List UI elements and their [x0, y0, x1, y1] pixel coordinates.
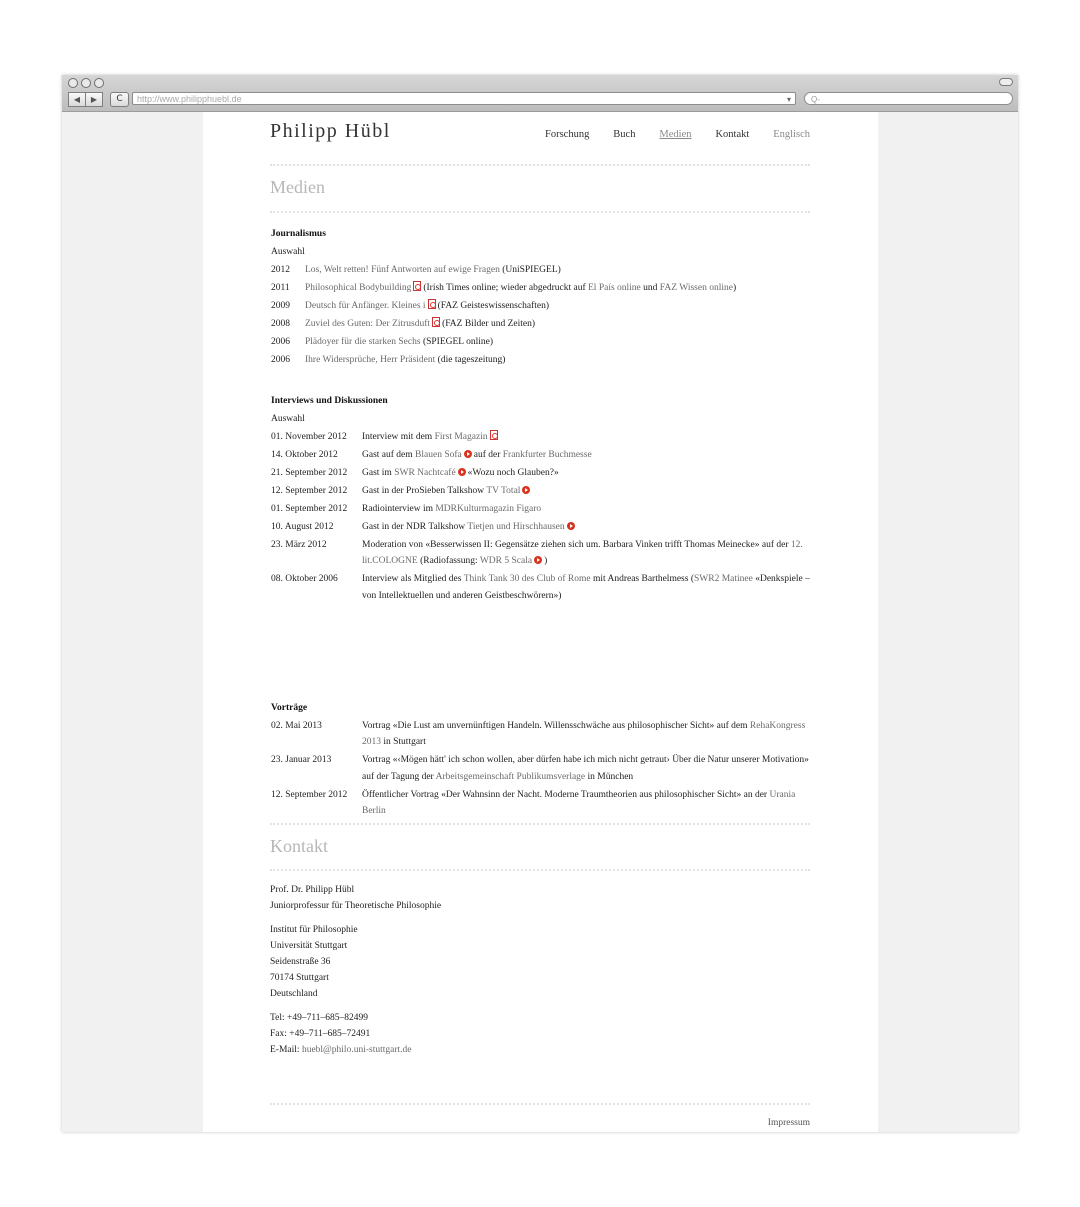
- reload-icon[interactable]: C: [110, 92, 129, 107]
- list-item: [271, 279, 811, 297]
- section-subheading: Auswahl: [271, 414, 305, 424]
- year: 2011: [271, 283, 290, 293]
- year: 2012: [271, 265, 290, 275]
- kontakt-title: Kontakt: [270, 836, 328, 856]
- section-heading: Journalismus: [271, 229, 326, 239]
- list-item: [271, 297, 811, 315]
- event-link[interactable]: RehaKongress 2013: [362, 720, 806, 748]
- site-title[interactable]: Philipp Hübl: [270, 120, 391, 142]
- year: 2006: [271, 337, 290, 347]
- media-link[interactable]: TV Total: [486, 486, 521, 496]
- medien-title: Medien: [270, 177, 325, 197]
- contact-position: Juniorprofessur für Theoretische Philosophie: [270, 901, 442, 911]
- nav-buch[interactable]: Buch: [613, 129, 636, 140]
- divider: [270, 211, 810, 213]
- article-link[interactable]: FAZ Wissen online: [659, 283, 733, 293]
- entry-text: Gast im: [362, 468, 392, 478]
- media-link[interactable]: Frankfurter Buchmesse: [502, 450, 592, 460]
- media-link[interactable]: Blauen Sofa: [415, 450, 462, 460]
- contact-name: Prof. Dr. Philipp Hübl: [270, 885, 355, 895]
- contact-email-row: [270, 1042, 810, 1058]
- play-icon[interactable]: [464, 450, 472, 458]
- entry-text: Moderation von «Besserwissen II: Gegensätze ziehen sich um. Barbara Vinken trifft Thomas Meinecke» auf der: [362, 539, 789, 550]
- source: (SPIEGEL online): [422, 337, 494, 347]
- media-link[interactable]: Think Tank 30 des Club of Rome: [463, 574, 591, 585]
- source: (die tageszeitung): [437, 355, 506, 365]
- entry-text: Interview mit dem: [362, 432, 433, 442]
- media-link[interactable]: WDR 5 Scala: [479, 556, 533, 567]
- nav-forschung[interactable]: Forschung: [545, 129, 590, 140]
- play-icon[interactable]: [522, 486, 530, 494]
- date: 14. Oktober 2012: [271, 450, 338, 460]
- entry-text: auf der: [473, 450, 501, 460]
- journalismus-section: [271, 225, 811, 369]
- list-item: [271, 500, 811, 518]
- email-label: E-Mail:: [270, 1045, 300, 1055]
- closing-text: ): [732, 283, 737, 293]
- section-heading: Vorträge: [271, 703, 308, 713]
- entry-text: Vortrag «‹Mögen hätt' ich schon wollen, aber dürfen habe ich mich nicht getraut› Über die Natur unserer Motivation» auf der Tagung der: [362, 755, 809, 782]
- event-link[interactable]: Urania Berlin: [362, 789, 796, 817]
- list-item: [271, 536, 811, 571]
- list-item: [271, 482, 811, 500]
- page-content: [203, 112, 878, 1132]
- contact-fax: Fax: +49–711–685–72491: [270, 1029, 371, 1039]
- media-link[interactable]: SWR2 Matinee: [694, 574, 753, 585]
- entry-text: mit Andreas Barthelmess (: [592, 574, 694, 585]
- article-link[interactable]: Zuviel des Guten: Der Zitrusduft: [305, 319, 431, 329]
- date: 01. September 2012: [271, 504, 348, 514]
- source: (FAZ Bilder und Zeiten): [442, 319, 536, 329]
- list-item: [271, 351, 811, 369]
- entry-text: Gast in der ProSieben Talkshow: [362, 486, 485, 496]
- pdf-icon[interactable]: [428, 299, 436, 309]
- date: 21. September 2012: [271, 468, 348, 478]
- nav-englisch[interactable]: Englisch: [773, 129, 810, 140]
- date: 02. Mai 2013: [271, 720, 322, 731]
- list-item: [271, 464, 811, 482]
- list-item: [271, 261, 811, 279]
- nav-kontakt[interactable]: Kontakt: [715, 129, 750, 140]
- entry-text: Gast auf dem: [362, 450, 413, 460]
- address-text: http://www.philipphuebl.de: [137, 94, 242, 104]
- year: 2008: [271, 319, 290, 329]
- entry-text: «Wozu noch Glauben?»: [467, 468, 559, 478]
- divider: [270, 164, 810, 166]
- address-dropdown-icon[interactable]: ▾: [786, 95, 791, 104]
- article-link[interactable]: Los, Welt retten! Fünf Antworten auf ewige Fragen: [305, 265, 500, 275]
- media-link[interactable]: MDRKulturmagazin Figaro: [435, 504, 542, 514]
- vortraege-section: [271, 699, 811, 821]
- pdf-icon[interactable]: [413, 281, 421, 291]
- address-line: 70174 Stuttgart: [270, 973, 329, 983]
- article-link[interactable]: Plädoyer für die starken Sechs: [305, 337, 421, 347]
- interviews-section: [271, 392, 811, 605]
- section-heading: Interviews und Diskussionen: [271, 396, 388, 406]
- contact-block: [270, 882, 810, 1058]
- article-link[interactable]: Philosophical Bodybuilding: [305, 283, 412, 293]
- divider: [270, 1103, 810, 1105]
- minimize-window-button[interactable]: [81, 78, 91, 88]
- date: 23. März 2012: [271, 539, 327, 550]
- entry-text: «Denkspiele – von Intellektuellen und anderen Geistbeschwörern»): [362, 574, 810, 601]
- entry-text: Interview als Mitglied des: [362, 574, 462, 585]
- play-icon[interactable]: [458, 468, 466, 476]
- nav-medien[interactable]: Medien: [659, 129, 692, 140]
- address-line: Seidenstraße 36: [270, 957, 331, 967]
- impressum-link[interactable]: Impressum: [767, 1118, 810, 1128]
- article-link[interactable]: Deutsch für Anfänger. Kleines i: [305, 301, 426, 311]
- pdf-icon[interactable]: [432, 317, 440, 327]
- entry-text: (Radiofassung:: [420, 556, 478, 567]
- address-line: Deutschland: [270, 989, 318, 999]
- media-link[interactable]: 12. lit.COLOGNE: [362, 539, 803, 567]
- year: 2006: [271, 355, 290, 365]
- entry-text: Radiointerview im: [362, 504, 433, 514]
- main-nav: [545, 129, 810, 140]
- date: 10. August 2012: [271, 522, 334, 532]
- divider: [270, 823, 810, 825]
- history-buttons: [68, 92, 103, 107]
- date: 12. September 2012: [271, 486, 348, 496]
- address-line: Institut für Philosophie: [270, 925, 358, 935]
- pdf-icon[interactable]: [490, 430, 498, 440]
- source: (Irish Times online; wieder abgedruckt auf: [423, 283, 586, 293]
- year: 2009: [271, 301, 290, 311]
- browser-window: [62, 75, 1018, 1132]
- browser-toolbar: [62, 75, 1018, 112]
- zoom-window-button[interactable]: [94, 78, 104, 88]
- entry-text: ): [544, 556, 548, 567]
- address-line: Universität Stuttgart: [270, 941, 348, 951]
- connector-text: und: [643, 283, 658, 293]
- date: 23. Januar 2013: [271, 755, 332, 766]
- date: 12. September 2012: [271, 789, 348, 800]
- forward-icon[interactable]: ▶: [86, 92, 103, 107]
- source: (UniSPIEGEL): [502, 265, 561, 275]
- list-item: [271, 428, 811, 446]
- list-item: [271, 518, 811, 536]
- search-input[interactable]: [804, 92, 1013, 105]
- date: 08. Oktober 2006: [271, 574, 338, 585]
- date: 01. November 2012: [271, 432, 347, 442]
- entry-text: in München: [587, 771, 634, 782]
- entry-text: in Stuttgart: [383, 737, 426, 748]
- entry-text: Öffentlicher Vortrag «Der Wahnsinn der Nacht. Moderne Traumtheorien aus philosophischer Sicht» an der: [362, 789, 768, 800]
- search-icon: Q-: [811, 95, 820, 104]
- list-item: [271, 786, 811, 821]
- list-item: [271, 752, 811, 787]
- section-subheading: Auswahl: [271, 247, 305, 257]
- source: (FAZ Geisteswissenschaften): [437, 301, 549, 311]
- back-icon[interactable]: ◀: [68, 92, 86, 107]
- media-link[interactable]: Tietjen und Hirschhausen: [467, 522, 565, 532]
- list-item: [271, 446, 811, 464]
- article-link[interactable]: El País online: [588, 283, 641, 293]
- list-item: [271, 571, 811, 606]
- email-link[interactable]: huebl@philo.uni-stuttgart.de: [301, 1045, 412, 1055]
- window-controls: [68, 78, 104, 88]
- entry-text: Gast in der NDR Talkshow: [362, 522, 466, 532]
- article-link[interactable]: Ihre Widersprüche, Herr Präsident: [305, 355, 436, 365]
- entry-text: Vortrag «Die Lust am unvernünftigen Handeln. Willensschwäche aus philosophischer Sicht» auf dem: [362, 720, 748, 731]
- play-icon[interactable]: [534, 556, 542, 564]
- divider: [270, 869, 810, 871]
- contact-tel: Tel: +49–711–685–82499: [270, 1013, 369, 1023]
- play-icon[interactable]: [567, 522, 575, 530]
- address-bar[interactable]: [132, 92, 796, 105]
- list-item: [271, 315, 811, 333]
- footer: [270, 1118, 810, 1128]
- list-item: [271, 333, 811, 351]
- toolbar-toggle-button[interactable]: [999, 78, 1013, 86]
- media-link[interactable]: SWR Nachtcafé: [394, 468, 456, 478]
- list-item: [271, 717, 811, 752]
- media-link[interactable]: First Magazin: [434, 432, 488, 442]
- close-window-button[interactable]: [68, 78, 78, 88]
- event-link[interactable]: Arbeitsgemeinschaft Publikumsverlage: [435, 771, 586, 782]
